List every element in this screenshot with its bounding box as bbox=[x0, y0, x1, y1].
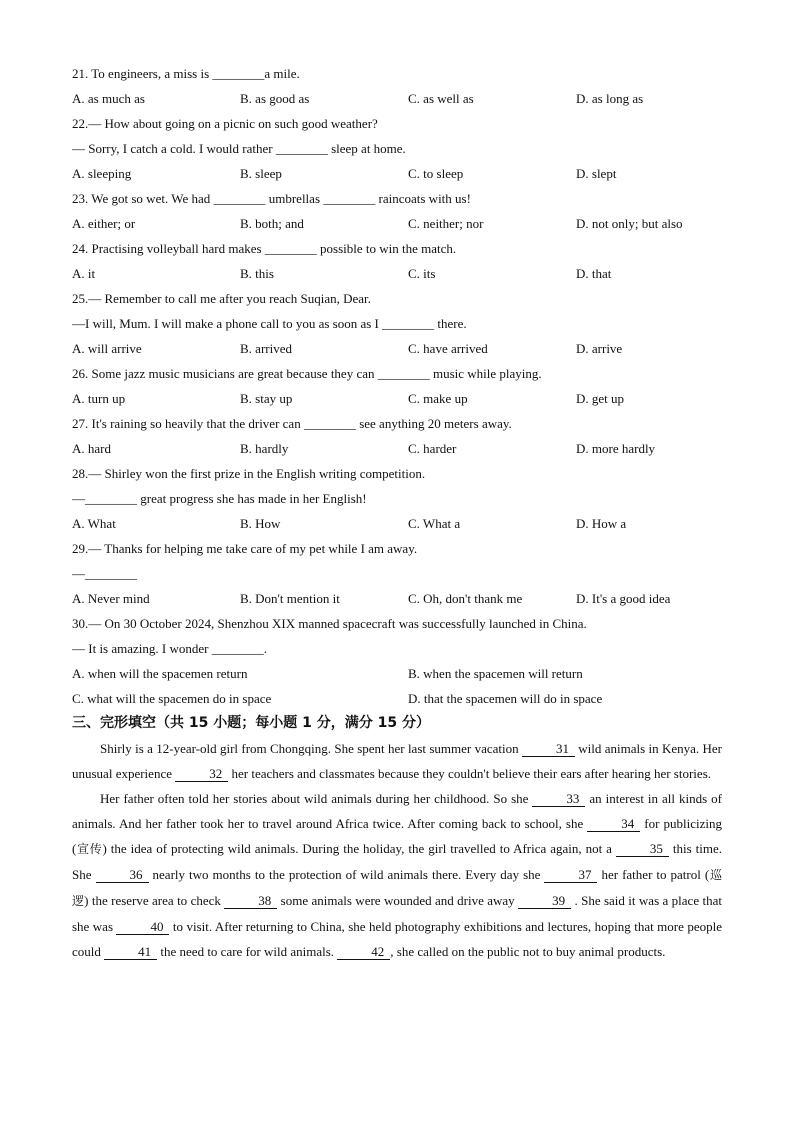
question-22-options bbox=[0, 166, 794, 182]
option-b: B. sleep bbox=[240, 166, 282, 181]
cloze-passage bbox=[72, 736, 722, 964]
question-22-response: — Sorry, I catch a cold. I would rather ________ sleep at home. bbox=[72, 141, 406, 156]
option-a: A. as much as bbox=[72, 91, 145, 106]
question-23-stem: 23. We got so wet. We had ________ umbrellas ________ raincoats with us! bbox=[72, 191, 471, 206]
option-a: A. hard bbox=[72, 441, 111, 456]
blank-33: 33 bbox=[532, 791, 585, 807]
option-b: B. arrived bbox=[240, 341, 292, 356]
option-d: D. It's a good idea bbox=[576, 591, 671, 606]
option-d: D. not only; but also bbox=[576, 216, 683, 231]
question-21-stem: 21. To engineers, a miss is ________a mile. bbox=[72, 66, 300, 81]
option-d: D. more hardly bbox=[576, 441, 656, 456]
cloze-paragraph-2: Her father often told her stories about wild animals during her childhood. So she 33 an interest in all kinds of animals. And her father took her to travel around Africa twice. After coming back to school, she 34 for publicizing (宣传) the idea of protecting wild animals. During the holiday, the girl travelled to Africa again, not a 35 this time. She 36 nearly two months to the protection of wild animals there. Every day she 37 her father to patrol (巡逻) the reserve area to check 38 some animals were wounded and drive away 39 . She said it was a place that she was 40 to visit. After returning to China, she held photography exhibitions and lectures, hoping that more people could 41 the need to care for wild animals. 42 , she called on the public not to buy animal products. bbox=[72, 791, 723, 959]
option-c: C. have arrived bbox=[408, 341, 488, 356]
option-a: A. turn up bbox=[72, 391, 126, 406]
option-c: C. as well as bbox=[408, 91, 474, 106]
chinese-gloss-publicize: 宣传 bbox=[76, 842, 103, 856]
option-b: B. both; and bbox=[240, 216, 304, 231]
question-21-options bbox=[0, 91, 794, 107]
question-27-stem: 27. It's raining so heavily that the driver can ________ see anything 20 meters away. bbox=[72, 416, 512, 431]
question-25-stem: 25.— Remember to call me after you reach Suqian, Dear. bbox=[72, 291, 371, 306]
question-28-options bbox=[0, 516, 794, 532]
question-27-options bbox=[0, 441, 794, 457]
question-28-response: —________ great progress she has made in her English! bbox=[72, 491, 367, 506]
option-a: A. either; or bbox=[72, 216, 136, 231]
question-25-options bbox=[0, 341, 794, 357]
option-c: C. neither; nor bbox=[408, 216, 484, 231]
option-c: C. what will the spacemen do in space bbox=[72, 691, 272, 706]
question-26-options bbox=[0, 391, 794, 407]
option-b: B. when the spacemen will return bbox=[408, 666, 583, 681]
blank-31: 31 bbox=[522, 741, 575, 757]
question-29-response: —________ bbox=[72, 566, 137, 581]
chinese-gloss-patrol: 巡逻 bbox=[72, 868, 722, 908]
option-a: A. What bbox=[72, 516, 116, 531]
option-c: C. What a bbox=[408, 516, 461, 531]
option-a: A. Never mind bbox=[72, 591, 150, 606]
option-d: D. that the spacemen will do in space bbox=[408, 691, 603, 706]
question-29-stem: 29.— Thanks for helping me take care of my pet while I am away. bbox=[72, 541, 418, 556]
option-a: A. it bbox=[72, 266, 96, 281]
question-24-options bbox=[0, 266, 794, 282]
option-b: B. How bbox=[240, 516, 281, 531]
option-b: B. this bbox=[240, 266, 274, 281]
option-b: B. stay up bbox=[240, 391, 293, 406]
question-25-response: —I will, Mum. I will make a phone call to you as soon as I ________ there. bbox=[72, 316, 467, 331]
question-30-options-row1 bbox=[0, 666, 794, 682]
blank-39: 39 bbox=[518, 893, 571, 909]
blank-41: 41 bbox=[104, 944, 157, 960]
option-a: A. will arrive bbox=[72, 341, 142, 356]
question-28-stem: 28.— Shirley won the first prize in the English writing competition. bbox=[72, 466, 426, 481]
option-c: C. to sleep bbox=[408, 166, 464, 181]
question-30-stem: 30.— On 30 October 2024, Shenzhou XIX manned spacecraft was successfully launched in China. bbox=[72, 616, 587, 631]
option-a: A. sleeping bbox=[72, 166, 132, 181]
option-a: A. when will the spacemen return bbox=[72, 666, 248, 681]
option-d: D. arrive bbox=[576, 341, 623, 356]
question-29-options bbox=[0, 591, 794, 607]
question-23-options bbox=[0, 216, 794, 232]
option-d: D. slept bbox=[576, 166, 617, 181]
blank-36: 36 bbox=[96, 867, 149, 883]
question-30-options-row2 bbox=[0, 691, 794, 707]
option-d: D. How a bbox=[576, 516, 627, 531]
blank-35: 35 bbox=[616, 841, 669, 857]
blank-42: 42 bbox=[337, 944, 390, 960]
blank-38: 38 bbox=[224, 893, 277, 909]
blank-34: 34 bbox=[587, 816, 640, 832]
option-c: C. harder bbox=[408, 441, 457, 456]
option-c: C. make up bbox=[408, 391, 468, 406]
section-title-cloze: 三、完形填空（共 15 小题；每小题 1 分，满分 15 分） bbox=[72, 715, 430, 731]
option-d: D. get up bbox=[576, 391, 625, 406]
blank-37: 37 bbox=[544, 867, 597, 883]
option-b: B. as good as bbox=[240, 91, 310, 106]
question-24-stem: 24. Practising volleyball hard makes ________ possible to win the match. bbox=[72, 241, 457, 256]
option-c: C. Oh, don't thank me bbox=[408, 591, 523, 606]
question-22-stem: 22.— How about going on a picnic on such good weather? bbox=[72, 116, 378, 131]
option-c: C. its bbox=[408, 266, 436, 281]
option-b: B. Don't mention it bbox=[240, 591, 340, 606]
question-26-stem: 26. Some jazz music musicians are great because they can ________ music while playing. bbox=[72, 366, 542, 381]
cloze-paragraph-1: Shirly is a 12-year-old girl from Chongqing. She spent her last summer vacation 31 wild animals in Kenya. Her unusual experience 32 her teachers and classmates because they couldn't believe their ears after hearing her stories. bbox=[72, 741, 723, 781]
blank-32: 32 bbox=[175, 766, 228, 782]
option-d: D. as long as bbox=[576, 91, 644, 106]
option-b: B. hardly bbox=[240, 441, 289, 456]
question-30-response: — It is amazing. I wonder ________. bbox=[72, 641, 267, 656]
blank-40: 40 bbox=[116, 919, 169, 935]
option-d: D. that bbox=[576, 266, 612, 281]
